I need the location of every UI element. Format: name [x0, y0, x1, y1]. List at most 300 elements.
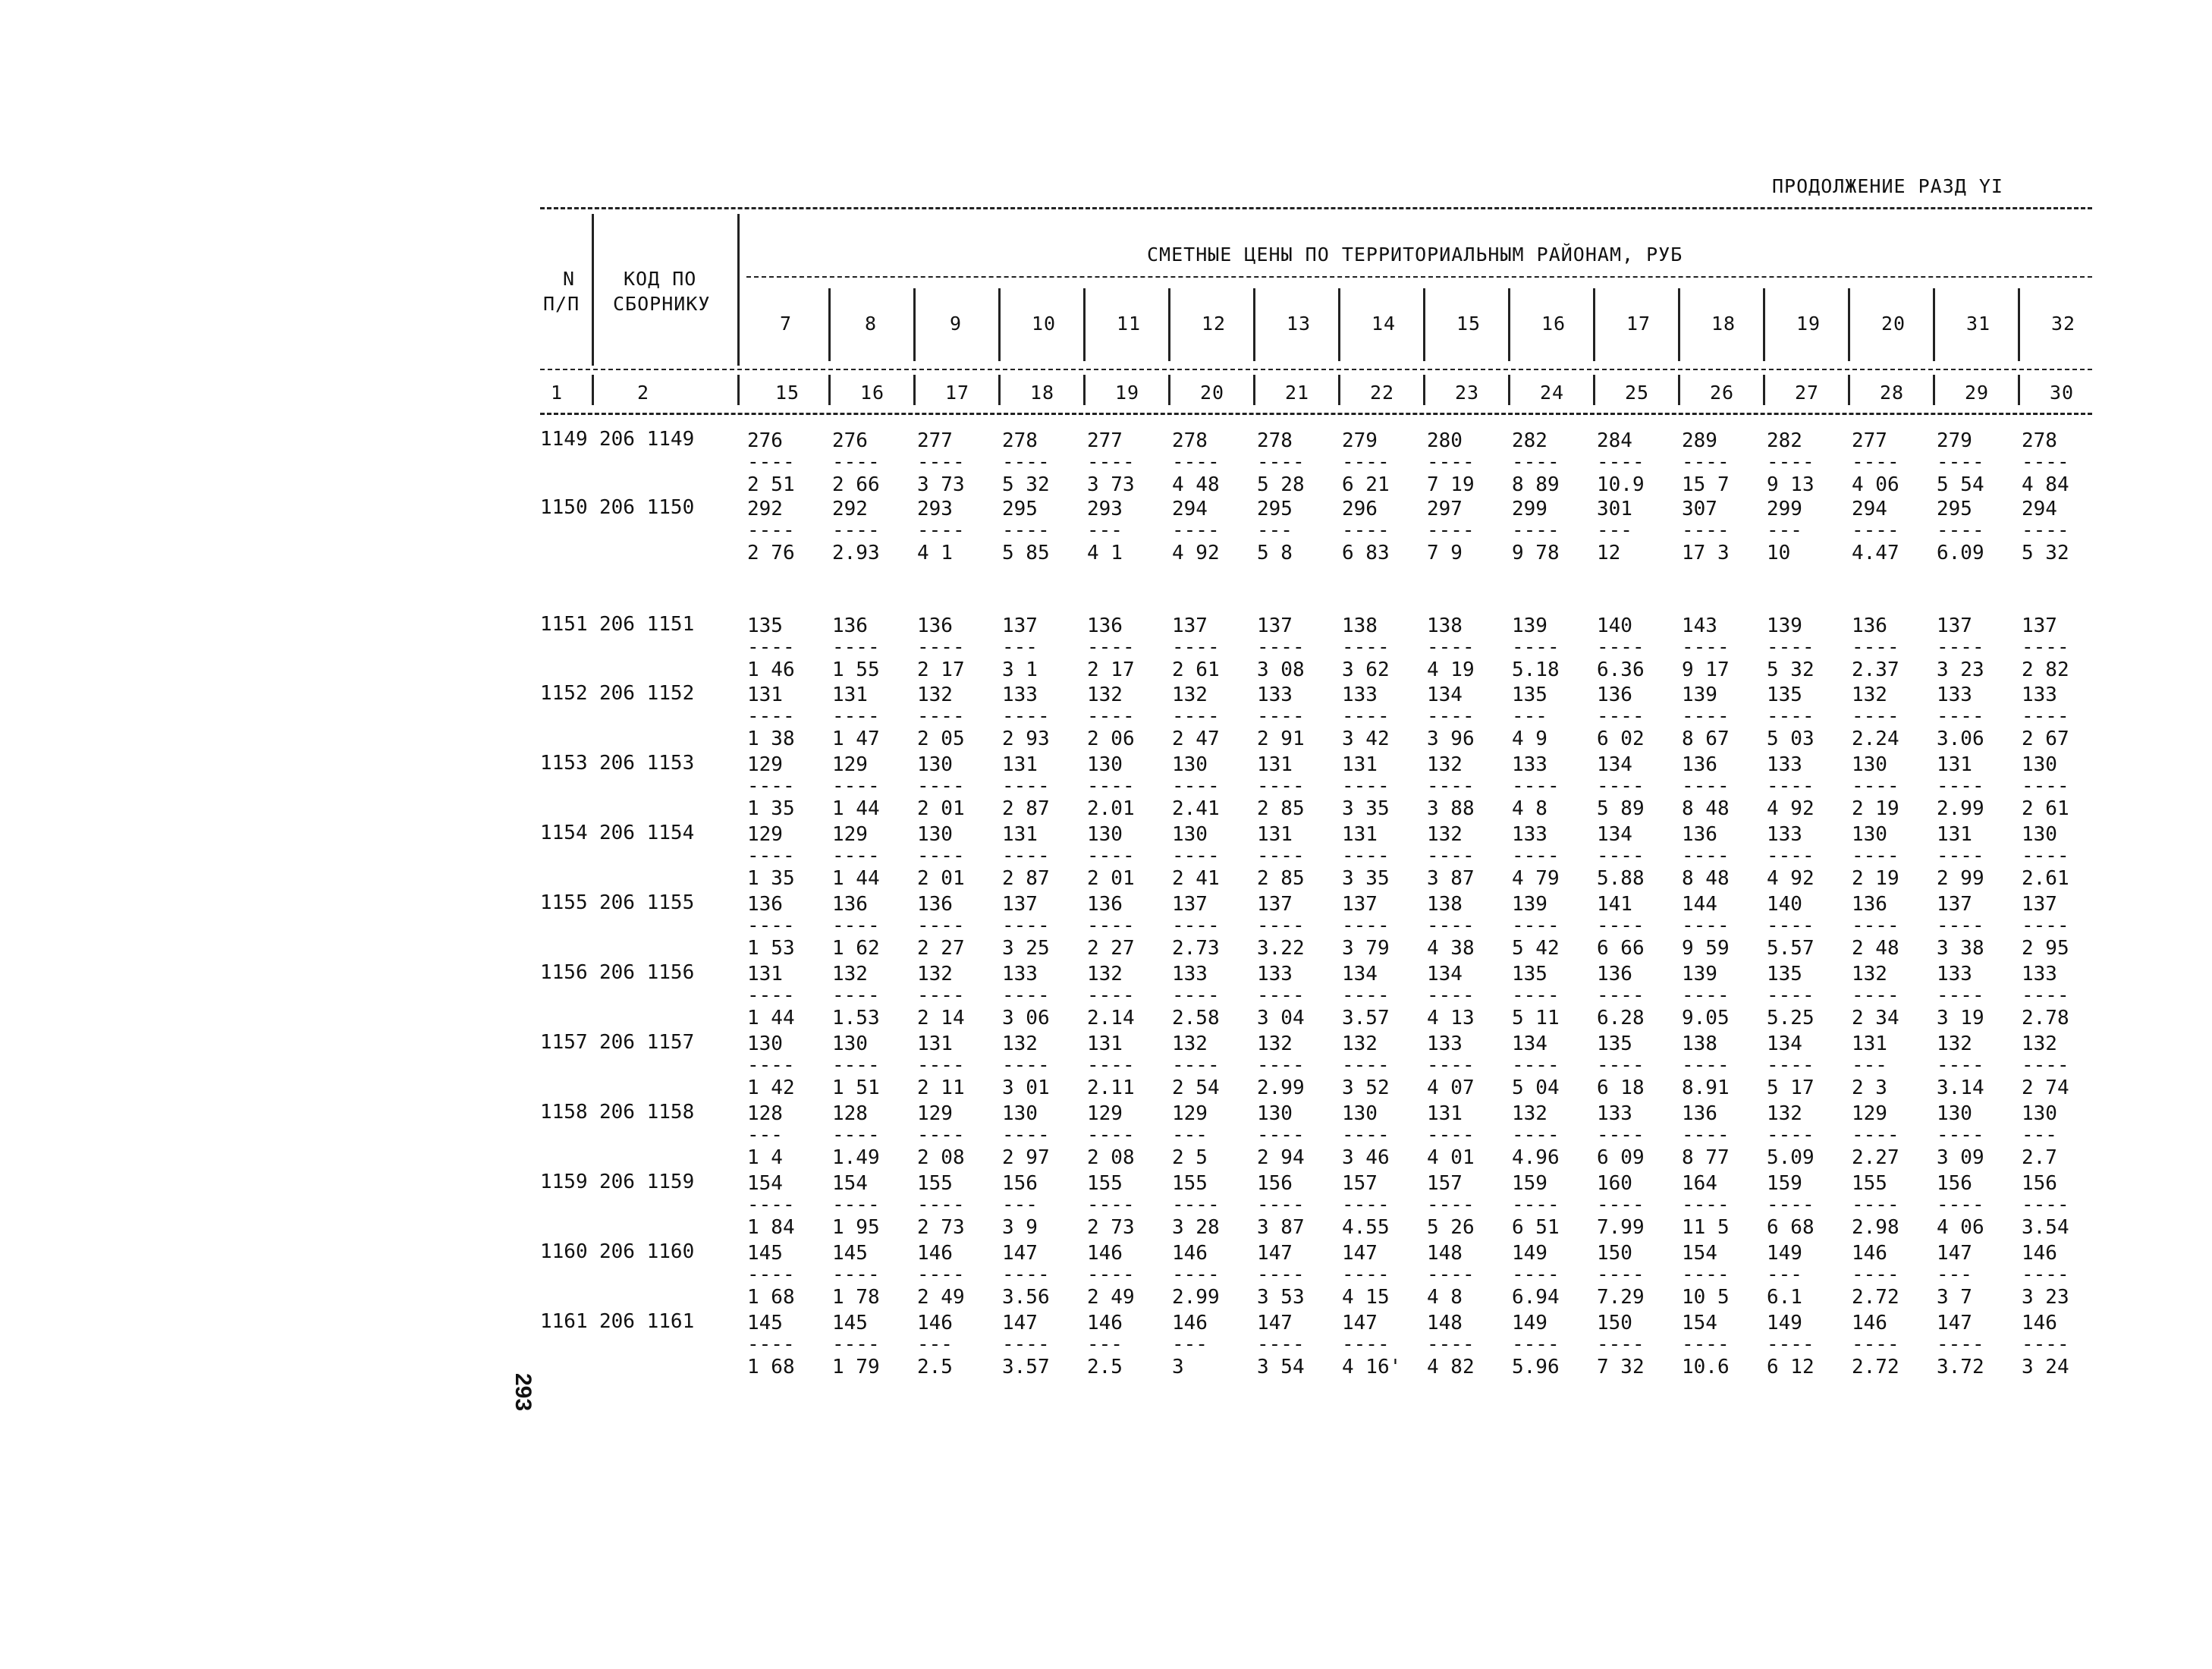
- price-separator: ----: [1172, 1263, 1220, 1286]
- price-value: 131: [1002, 753, 1038, 776]
- price-subvalue: 3 38: [1937, 937, 1984, 960]
- price-separator: ---: [1852, 1054, 1887, 1077]
- price-subvalue: 5 11: [1512, 1007, 1560, 1029]
- price-separator: ----: [1512, 519, 1560, 542]
- price-value: 132: [1342, 1033, 1378, 1055]
- price-separator: ----: [1002, 1333, 1050, 1356]
- price-separator: ----: [747, 705, 795, 728]
- price-value: 132: [917, 684, 953, 706]
- price-subvalue: 2 08: [917, 1146, 965, 1169]
- price-value: 131: [747, 963, 783, 985]
- price-value: 132: [917, 963, 953, 985]
- column-number-divider: [1508, 375, 1510, 405]
- price-value: 133: [1937, 963, 1972, 985]
- price-value: 130: [1172, 823, 1208, 846]
- row-code: 206 1159: [599, 1171, 695, 1193]
- price-separator: ----: [1852, 451, 1899, 473]
- price-separator: ----: [1087, 914, 1135, 937]
- price-value: 147: [1342, 1242, 1378, 1265]
- price-value: 138: [1682, 1033, 1717, 1055]
- price-subvalue: 2.14: [1087, 1007, 1135, 1029]
- price-value: 293: [1087, 498, 1123, 520]
- row-number: 1156: [540, 961, 588, 984]
- region-number: 16: [1541, 313, 1566, 335]
- price-subvalue: 3 25: [1002, 937, 1050, 960]
- column-number: 27: [1795, 382, 1820, 404]
- price-value: 279: [1342, 429, 1378, 452]
- price-value: 132: [1512, 1102, 1547, 1125]
- price-separator: ----: [1342, 1333, 1390, 1356]
- price-subvalue: 3 19: [1937, 1007, 1984, 1029]
- price-value: 139: [1512, 893, 1547, 916]
- price-separator: ----: [2022, 1263, 2069, 1286]
- column-number: 20: [1200, 382, 1225, 404]
- price-separator: ----: [2022, 984, 2069, 1007]
- price-value: 294: [2022, 498, 2057, 520]
- price-value: 132: [1002, 1033, 1038, 1055]
- price-separator: ----: [832, 844, 880, 867]
- row-code: 206 1151: [599, 613, 695, 636]
- column-number-divider: [1678, 375, 1680, 405]
- price-value: 136: [832, 614, 868, 637]
- price-subvalue: 6.09: [1937, 542, 1984, 564]
- prices-heading: СМЕТНЫЕ ЦЕНЫ ПО ТЕРРИТОРИАЛЬНЫМ РАЙОНАМ, РУБ: [1147, 244, 1683, 266]
- row-code: 206 1154: [599, 822, 695, 844]
- price-value: 135: [1597, 1033, 1632, 1055]
- price-value: 131: [1937, 753, 1972, 776]
- price-separator: ---: [1002, 1193, 1038, 1216]
- price-subvalue: 10 5: [1682, 1286, 1730, 1309]
- price-value: 136: [747, 893, 783, 916]
- price-subvalue: 11 5: [1682, 1216, 1730, 1239]
- price-subvalue: 2.5: [917, 1356, 953, 1378]
- price-subvalue: 5.25: [1767, 1007, 1815, 1029]
- price-separator: ----: [1342, 844, 1390, 867]
- price-value: 159: [1512, 1172, 1547, 1195]
- price-value: 133: [1172, 963, 1208, 985]
- price-value: 133: [1512, 823, 1547, 846]
- price-separator: ----: [1257, 1054, 1305, 1077]
- column-number: 22: [1370, 382, 1395, 404]
- price-subvalue: 2 17: [1087, 658, 1135, 681]
- price-separator: ----: [747, 636, 795, 658]
- price-value: 149: [1767, 1312, 1802, 1334]
- region-divider: [1423, 288, 1425, 361]
- column-number: 26: [1710, 382, 1735, 404]
- price-subvalue: 2 19: [1852, 867, 1899, 890]
- price-separator: ----: [1597, 914, 1645, 937]
- price-value: 130: [1087, 823, 1123, 846]
- price-subvalue: 2.73: [1172, 937, 1220, 960]
- price-value: 131: [747, 684, 783, 706]
- price-subvalue: 4 15: [1342, 1286, 1390, 1309]
- price-separator: ----: [1767, 1054, 1815, 1077]
- price-separator: ----: [2022, 705, 2069, 728]
- price-separator: ----: [1427, 844, 1475, 867]
- price-subvalue: 2 11: [917, 1077, 965, 1099]
- row-number: 1149: [540, 428, 588, 451]
- price-value: 299: [1512, 498, 1547, 520]
- price-value: 130: [1342, 1102, 1378, 1125]
- row-number: 1154: [540, 822, 588, 844]
- price-value: 301: [1597, 498, 1632, 520]
- price-value: 307: [1682, 498, 1717, 520]
- price-subvalue: 2.99: [1937, 797, 1984, 820]
- price-value: 156: [1257, 1172, 1293, 1195]
- price-separator: ----: [917, 1263, 965, 1286]
- price-separator: ----: [1342, 519, 1390, 542]
- price-separator: ----: [1342, 775, 1390, 797]
- price-value: 278: [1002, 429, 1038, 452]
- price-separator: ----: [1087, 1054, 1135, 1077]
- price-subvalue: 6 12: [1767, 1356, 1815, 1378]
- price-subvalue: 5 32: [1002, 473, 1050, 496]
- price-subvalue: 3 54: [1257, 1356, 1305, 1378]
- price-subvalue: 3 24: [2022, 1356, 2069, 1378]
- price-value: 278: [1172, 429, 1208, 452]
- price-value: 297: [1427, 498, 1463, 520]
- price-value: 130: [2022, 753, 2057, 776]
- price-separator: ----: [1682, 1333, 1730, 1356]
- price-separator: ----: [747, 775, 795, 797]
- price-separator: ----: [832, 1193, 880, 1216]
- price-separator: ----: [1342, 1193, 1390, 1216]
- price-separator: ----: [1257, 1193, 1305, 1216]
- price-separator: ---: [1087, 1333, 1123, 1356]
- price-value: 130: [917, 823, 953, 846]
- price-separator: ----: [1682, 451, 1730, 473]
- price-value: 293: [917, 498, 953, 520]
- column-number-divider: [1763, 375, 1765, 405]
- column-number-divider: [998, 375, 1001, 405]
- price-separator: ----: [1427, 1054, 1475, 1077]
- price-subvalue: 1 84: [747, 1216, 795, 1239]
- price-subvalue: 2 3: [1852, 1077, 1887, 1099]
- row-code: 206 1155: [599, 891, 695, 914]
- price-separator: ----: [1427, 984, 1475, 1007]
- price-subvalue: 3 52: [1342, 1077, 1390, 1099]
- price-subvalue: 6 18: [1597, 1077, 1645, 1099]
- price-value: 136: [917, 893, 953, 916]
- price-subvalue: 2 01: [917, 867, 965, 890]
- price-separator: ----: [1767, 914, 1815, 937]
- price-value: 148: [1427, 1312, 1463, 1334]
- price-subvalue: 1 68: [747, 1356, 795, 1378]
- price-subvalue: 1 38: [747, 728, 795, 750]
- price-separator: ----: [1767, 451, 1815, 473]
- price-value: 150: [1597, 1242, 1632, 1265]
- price-subvalue: 7 9: [1427, 542, 1463, 564]
- price-subvalue: 2 19: [1852, 797, 1899, 820]
- price-subvalue: 8 77: [1682, 1146, 1730, 1169]
- price-separator: ----: [1852, 914, 1899, 937]
- price-value: 284: [1597, 429, 1632, 452]
- price-separator: ----: [917, 984, 965, 1007]
- price-subvalue: 5 85: [1002, 542, 1050, 564]
- price-separator: ----: [1172, 775, 1220, 797]
- price-subvalue: 6.1: [1767, 1286, 1802, 1309]
- header-top-rule: [540, 207, 2092, 209]
- price-separator: ----: [1002, 519, 1050, 542]
- price-value: 134: [1597, 823, 1632, 846]
- price-value: 131: [1342, 823, 1378, 846]
- price-value: 143: [1682, 614, 1717, 637]
- price-separator: ----: [2022, 1193, 2069, 1216]
- price-separator: ----: [1682, 984, 1730, 1007]
- price-separator: ----: [832, 1333, 880, 1356]
- price-value: 134: [1597, 753, 1632, 776]
- price-separator: ----: [2022, 844, 2069, 867]
- price-subvalue: 2.24: [1852, 728, 1899, 750]
- price-subvalue: 3 23: [2022, 1286, 2069, 1309]
- price-separator: ----: [1087, 451, 1135, 473]
- price-value: 133: [2022, 684, 2057, 706]
- price-subvalue: 2 99: [1937, 867, 1984, 890]
- price-separator: ----: [1002, 775, 1050, 797]
- price-value: 149: [1767, 1242, 1802, 1265]
- region-divider: [1508, 288, 1510, 361]
- price-separator: ----: [1342, 984, 1390, 1007]
- price-value: 140: [1767, 893, 1802, 916]
- price-value: 141: [1597, 893, 1632, 916]
- column-number-divider: [1848, 375, 1850, 405]
- price-subvalue: 4 48: [1172, 473, 1220, 496]
- price-value: 136: [1597, 963, 1632, 985]
- price-value: 135: [747, 614, 783, 637]
- header-subrule: [746, 276, 2092, 278]
- price-separator: ----: [1257, 1333, 1305, 1356]
- price-value: 155: [1087, 1172, 1123, 1195]
- price-value: 146: [1852, 1312, 1887, 1334]
- price-value: 282: [1767, 429, 1802, 452]
- price-separator: ----: [1852, 775, 1899, 797]
- price-separator: ----: [1597, 1193, 1645, 1216]
- price-value: 130: [1087, 753, 1123, 776]
- price-value: 129: [747, 823, 783, 846]
- price-value: 279: [1937, 429, 1972, 452]
- price-subvalue: 1 55: [832, 658, 880, 681]
- price-separator: ----: [1767, 984, 1815, 1007]
- price-subvalue: 2.41: [1172, 797, 1220, 820]
- price-subvalue: 10.6: [1682, 1356, 1730, 1378]
- price-value: 147: [1257, 1312, 1293, 1334]
- price-separator: ----: [1937, 914, 1984, 937]
- price-value: 136: [1682, 753, 1717, 776]
- price-separator: ----: [1002, 844, 1050, 867]
- price-subvalue: 3 73: [917, 473, 965, 496]
- price-value: 130: [917, 753, 953, 776]
- price-value: 128: [747, 1102, 783, 1125]
- price-separator: ---: [1767, 519, 1802, 542]
- price-subvalue: 3 96: [1427, 728, 1475, 750]
- price-separator: ----: [917, 705, 965, 728]
- price-subvalue: 3 79: [1342, 937, 1390, 960]
- price-value: 160: [1597, 1172, 1632, 1195]
- price-subvalue: 2 97: [1002, 1146, 1050, 1169]
- price-separator: ----: [832, 636, 880, 658]
- price-separator: ----: [1172, 984, 1220, 1007]
- price-value: 138: [1427, 614, 1463, 637]
- column-number: 18: [1030, 382, 1055, 404]
- price-subvalue: 2 34: [1852, 1007, 1899, 1029]
- price-separator: ----: [1852, 636, 1899, 658]
- price-subvalue: 7 19: [1427, 473, 1475, 496]
- price-subvalue: 1.49: [832, 1146, 880, 1169]
- price-value: 133: [1767, 753, 1802, 776]
- region-number: 7: [780, 313, 793, 335]
- price-subvalue: 6 66: [1597, 937, 1645, 960]
- region-divider: [998, 288, 1001, 361]
- price-subvalue: 9 13: [1767, 473, 1815, 496]
- price-subvalue: 3 23: [1937, 658, 1984, 681]
- price-value: 146: [1172, 1242, 1208, 1265]
- price-separator: ----: [2022, 451, 2069, 473]
- price-separator: ----: [1852, 984, 1899, 1007]
- region-number: 13: [1287, 313, 1312, 335]
- price-value: 155: [1852, 1172, 1887, 1195]
- price-subvalue: 4 07: [1427, 1077, 1475, 1099]
- price-separator: ----: [1257, 1263, 1305, 1286]
- price-subvalue: 4 92: [1767, 797, 1815, 820]
- price-separator: ----: [1512, 984, 1560, 1007]
- price-separator: ---: [1937, 1263, 1972, 1286]
- price-subvalue: 8 48: [1682, 867, 1730, 890]
- price-subvalue: 3 87: [1427, 867, 1475, 890]
- price-subvalue: 1 78: [832, 1286, 880, 1309]
- price-separator: ---: [1512, 705, 1547, 728]
- price-subvalue: 9 17: [1682, 658, 1730, 681]
- region-number: 11: [1117, 313, 1142, 335]
- price-subvalue: 1 68: [747, 1286, 795, 1309]
- price-value: 129: [1172, 1102, 1208, 1125]
- price-value: 129: [917, 1102, 953, 1125]
- divider-n-code-lower: [592, 375, 594, 405]
- price-separator: ----: [1087, 1193, 1135, 1216]
- price-separator: ----: [1512, 451, 1560, 473]
- price-separator: ----: [1512, 844, 1560, 867]
- price-value: 130: [2022, 823, 2057, 846]
- price-separator: ----: [1682, 1193, 1730, 1216]
- price-value: 154: [1682, 1242, 1717, 1265]
- price-separator: ----: [1427, 519, 1475, 542]
- price-value: 147: [1342, 1312, 1378, 1334]
- price-separator: ----: [832, 775, 880, 797]
- price-subvalue: 17 3: [1682, 542, 1730, 564]
- price-separator: ----: [1937, 984, 1984, 1007]
- price-subvalue: 2.11: [1087, 1077, 1135, 1099]
- header-mid-rule: [540, 369, 2092, 370]
- price-subvalue: 10.9: [1597, 473, 1645, 496]
- row-number: 1153: [540, 752, 588, 775]
- price-separator: ----: [747, 519, 795, 542]
- price-separator: ----: [747, 1263, 795, 1286]
- price-value: 156: [2022, 1172, 2057, 1195]
- price-value: 131: [1257, 753, 1293, 776]
- region-divider: [2018, 288, 2020, 361]
- column-number-divider: [1933, 375, 1935, 405]
- price-subvalue: 2 82: [2022, 658, 2069, 681]
- price-subvalue: 1.53: [832, 1007, 880, 1029]
- price-subvalue: 2.78: [2022, 1007, 2069, 1029]
- price-value: 139: [1512, 614, 1547, 637]
- price-subvalue: 4.96: [1512, 1146, 1560, 1169]
- price-subvalue: 1 47: [832, 728, 880, 750]
- price-subvalue: 5.96: [1512, 1356, 1560, 1378]
- price-value: 136: [1852, 614, 1887, 637]
- price-separator: ----: [1512, 1124, 1560, 1146]
- price-separator: ----: [917, 636, 965, 658]
- price-subvalue: 3 46: [1342, 1146, 1390, 1169]
- price-subvalue: 4 1: [1087, 542, 1123, 564]
- price-value: 277: [917, 429, 953, 452]
- price-value: 136: [1087, 614, 1123, 637]
- price-subvalue: 2 87: [1002, 797, 1050, 820]
- row-number: 1152: [540, 682, 588, 705]
- price-value: 137: [1172, 893, 1208, 916]
- price-separator: ---: [1257, 519, 1293, 542]
- price-subvalue: 3.06: [1937, 728, 1984, 750]
- price-value: 137: [1257, 893, 1293, 916]
- price-value: 132: [1852, 963, 1887, 985]
- column-number: 23: [1455, 382, 1480, 404]
- price-subvalue: 6 21: [1342, 473, 1390, 496]
- price-subvalue: 6.94: [1512, 1286, 1560, 1309]
- price-value: 146: [1172, 1312, 1208, 1334]
- price-subvalue: 4 1: [917, 542, 953, 564]
- price-separator: ----: [1257, 705, 1305, 728]
- price-value: 131: [1937, 823, 1972, 846]
- price-value: 147: [1937, 1312, 1972, 1334]
- price-subvalue: 2 85: [1257, 867, 1305, 890]
- price-value: 137: [1937, 893, 1972, 916]
- price-separator: ----: [1087, 844, 1135, 867]
- price-subvalue: 8 48: [1682, 797, 1730, 820]
- region-number: 9: [950, 313, 963, 335]
- page-number: 293: [511, 1372, 536, 1412]
- price-separator: ----: [1597, 1054, 1645, 1077]
- price-subvalue: 7.29: [1597, 1286, 1645, 1309]
- row-code: 206 1161: [599, 1310, 695, 1333]
- price-subvalue: 5 26: [1427, 1216, 1475, 1239]
- price-value: 136: [1087, 893, 1123, 916]
- price-subvalue: 5 32: [2022, 542, 2069, 564]
- price-subvalue: 4 06: [1937, 1216, 1984, 1239]
- price-subvalue: 9 59: [1682, 937, 1730, 960]
- price-subvalue: 2 93: [1002, 728, 1050, 750]
- price-subvalue: 6 68: [1767, 1216, 1815, 1239]
- column-number: 30: [2050, 382, 2075, 404]
- price-value: 146: [917, 1312, 953, 1334]
- price-subvalue: 8.91: [1682, 1077, 1730, 1099]
- price-subvalue: 3.56: [1002, 1286, 1050, 1309]
- price-subvalue: 2 91: [1257, 728, 1305, 750]
- price-separator: ----: [2022, 519, 2069, 542]
- price-separator: ----: [1257, 1124, 1305, 1146]
- column-number: 19: [1115, 382, 1140, 404]
- region-divider: [828, 288, 831, 361]
- price-separator: ----: [1427, 451, 1475, 473]
- price-subvalue: 2 08: [1087, 1146, 1135, 1169]
- divider-n-code: [592, 214, 594, 366]
- price-value: 146: [917, 1242, 953, 1265]
- price-value: 289: [1682, 429, 1717, 452]
- price-value: 130: [832, 1033, 868, 1055]
- price-value: 131: [917, 1033, 953, 1055]
- price-value: 278: [1257, 429, 1293, 452]
- price-value: 132: [832, 963, 868, 985]
- price-subvalue: 6 02: [1597, 728, 1645, 750]
- price-separator: ----: [1342, 1124, 1390, 1146]
